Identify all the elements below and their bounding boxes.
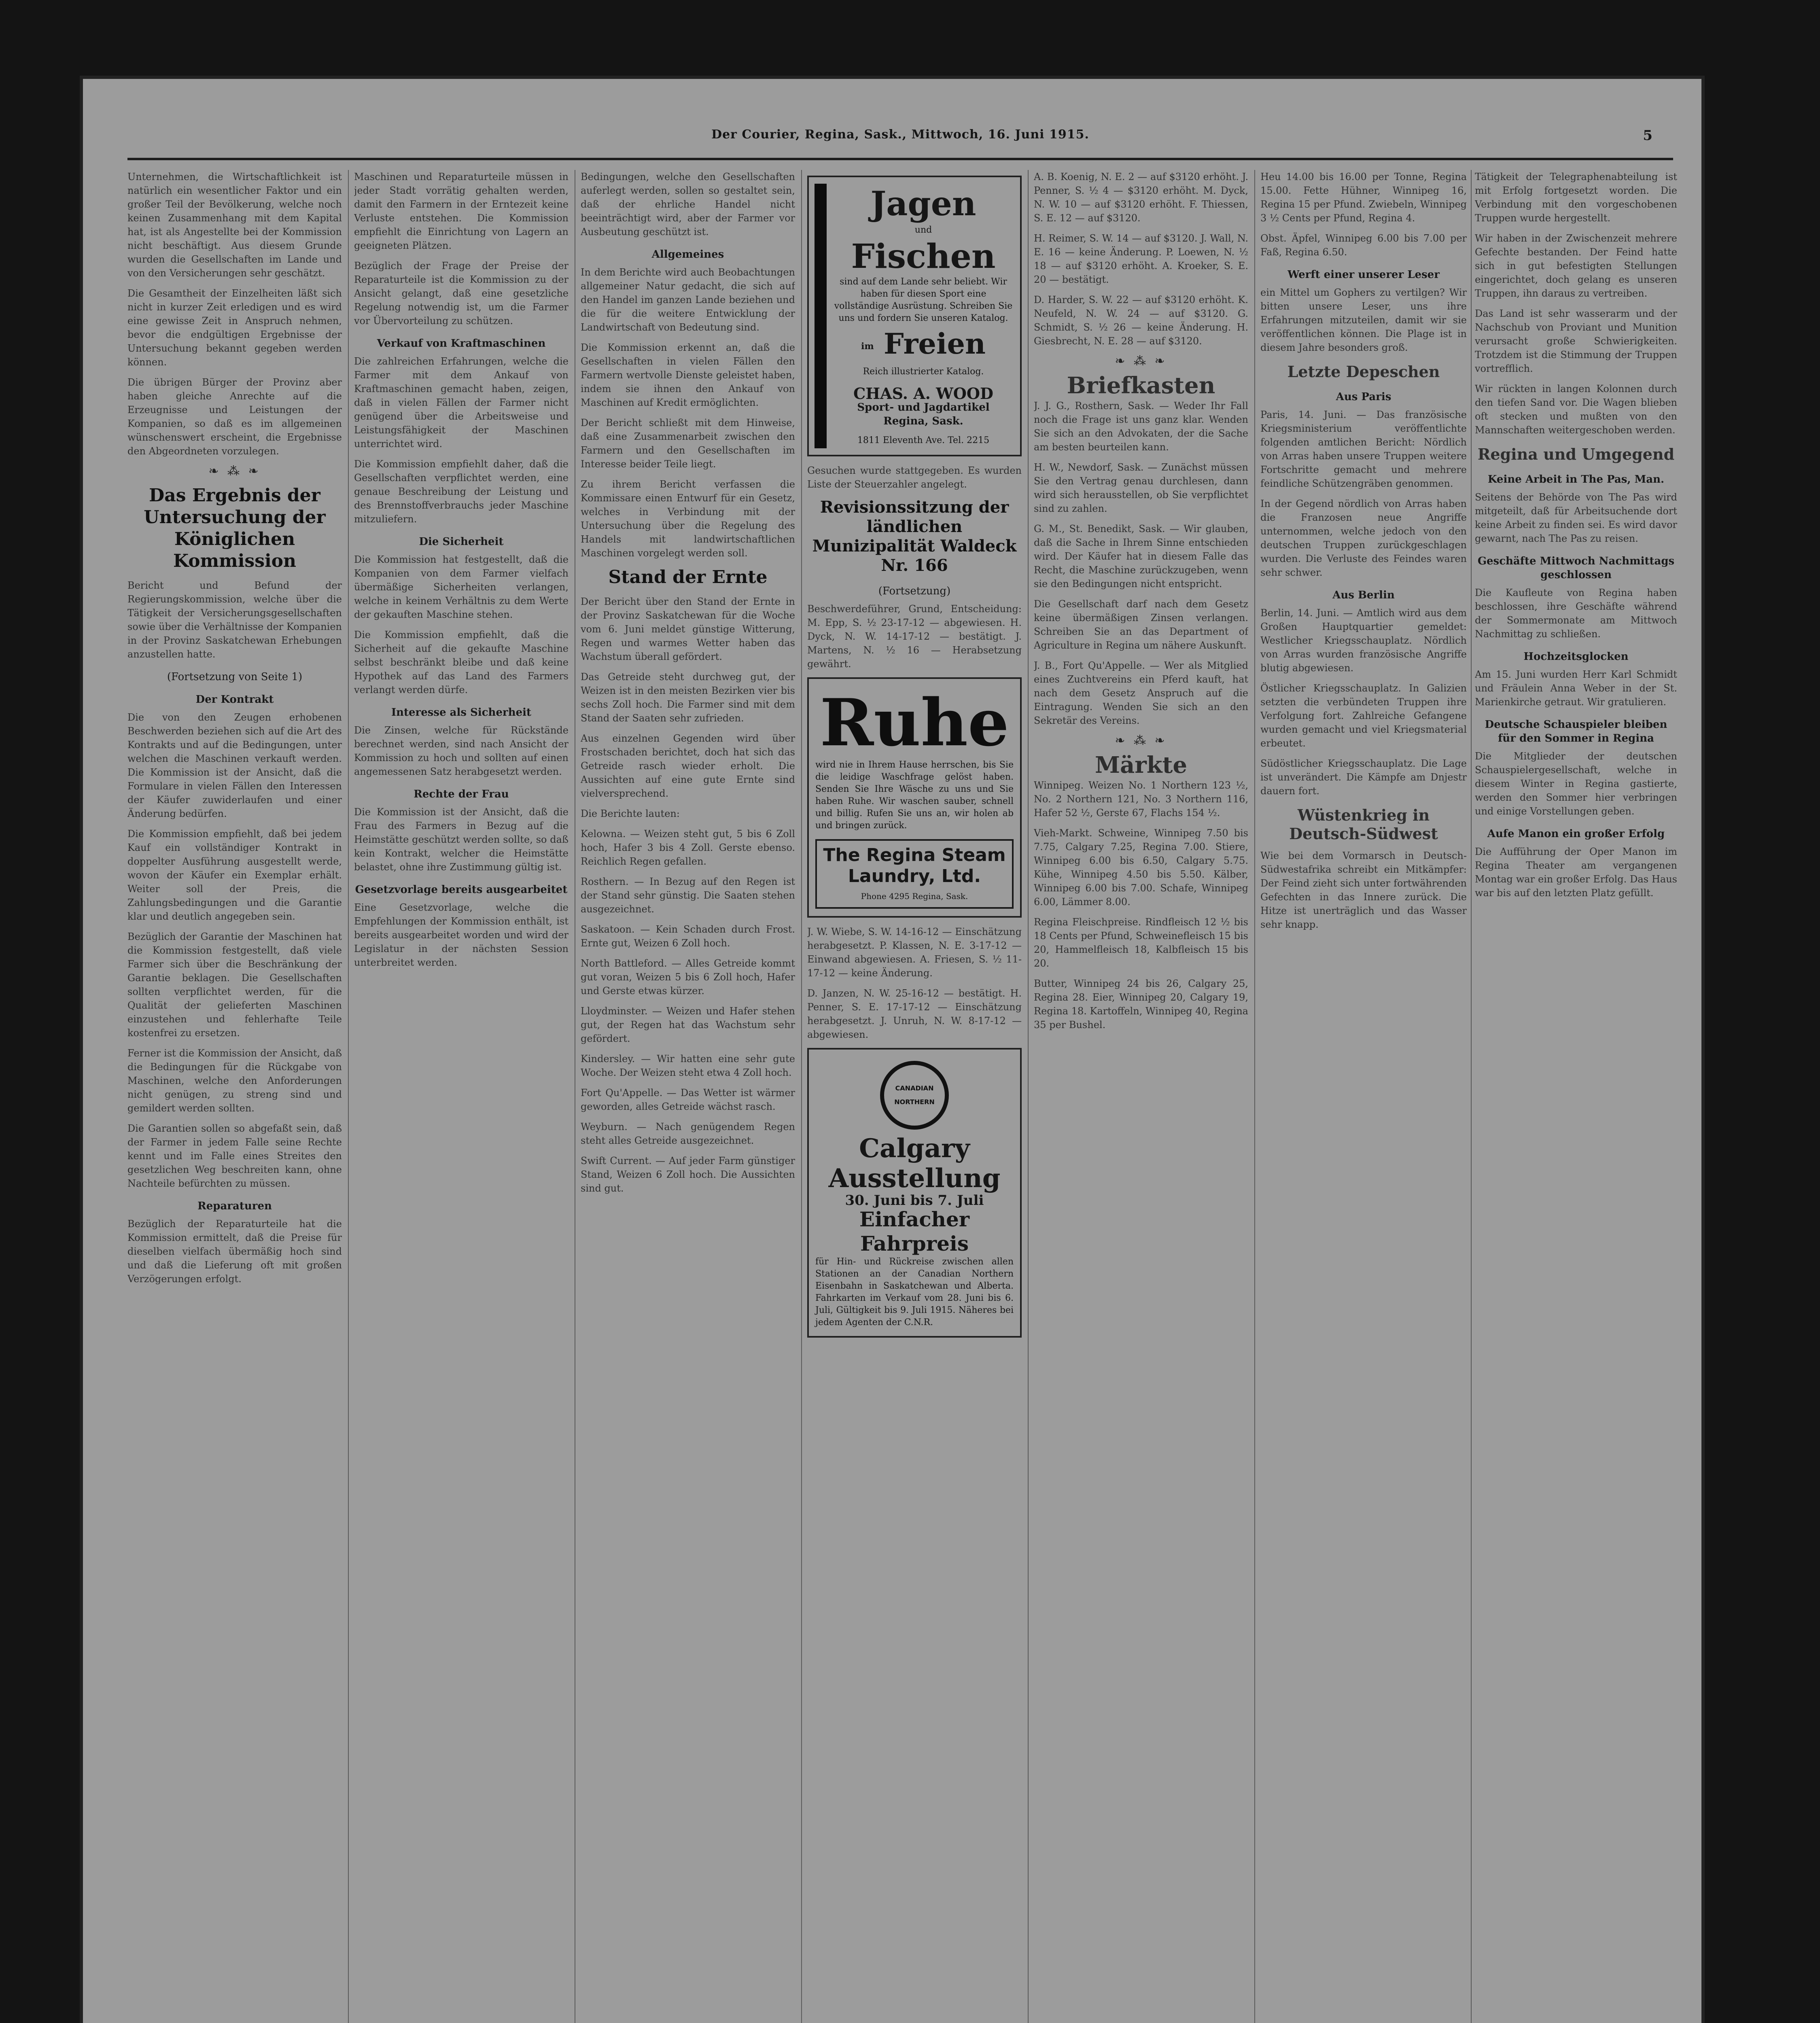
- article-paragraph: Die von den Zeugen erhobenen Beschwerden beziehen sich auf die Art des Kontrakts und auf die Bedingungen, unter welchen die Maschinen verkauft werden. Die Kommission ist der Ansicht, daß die Formulare in vielen Fällen den Interessen der Käufer zuwiderlaufen und einer Änderung bedürfen.: [127, 712, 342, 819]
- article-paragraph: Wie bei dem Vormarsch in Deutsch-Südwestafrika schreibt ein Mitkämpfer: Der Feind zieht sich unter fortwährenden Gefechten in das Innere zurück. Die Hitze ist unerträglich und das Wasser sehr knapp.: [1260, 850, 1467, 930]
- page-number: 5: [1643, 127, 1653, 144]
- column-rule: [1028, 170, 1029, 2023]
- article-paragraph: Paris, 14. Juni. — Das französische Kriegsministerium veröffentlichte folgenden amtlichen Bericht: Nördlich von Arras haben unsere Truppen weitere Fortschritte gemacht und mehrere feindliche Schützengräben genommen.: [1260, 409, 1467, 489]
- article-paragraph: Die zahlreichen Erfahrungen, welche die Farmer mit dem Ankauf von Kraftmaschinen gemacht haben, zeigen, daß in vielen Fällen der Farmer nicht genügend über die Arbeitsweise und Leistungsfähigkeit der Maschinen unterrichtet wird.: [354, 356, 568, 450]
- ad-body: für Hin- und Rückreise zwischen allen Stationen an der Canadian Northern Eisenbahn in Saskatchewan und Alberta. Fahrkarten im Verkauf vom 28. Juni bis 6. Juli, Gültigkeit bis 9. Juli 1915. Näheres bei jedem Agenten der C.N.R.: [815, 1257, 1014, 1327]
- column-1: [127, 170, 342, 2023]
- article-paragraph: Bericht und Befund der Regierungskommission, welche über die Tätigkeit der Versicherungsgesellschaften sowie über die Verhältnisse der Kompanien in der Provinz Saskatchewan Erhebungen anzustellen hatte.: [127, 580, 342, 660]
- column-rule: [1254, 170, 1255, 2023]
- column-4: [807, 170, 1022, 2023]
- article-paragraph: Seitens der Behörde von The Pas wird mitgeteilt, daß für Arbeitsuchende dort keine Arbeit zu finden sei. Es wird davor gewarnt, nach The Pas zu reisen.: [1475, 492, 1677, 544]
- article-paragraph: G. M., St. Benedikt, Sask. — Wir glauben, daß die Sache in Ihrem Sinne entschieden wird. Der Käufer hat in diesem Falle das Recht, die Maschine zurückzugeben, wenn sie den Bedingungen nicht entspricht.: [1034, 523, 1248, 590]
- article-paragraph: Bezüglich der Reparaturteile hat die Kommission ermittelt, daß die Preise für dieselben vielfach übermäßig hoch sind und daß die Lieferung oft mit großen Verzögerungen erfolgt.: [127, 1218, 342, 1285]
- ad-headline: Ruhe: [820, 685, 1009, 761]
- article-paragraph: Die Mitglieder der deutschen Schauspielergesellschaft, welche in diesem Winter in Regina gastierte, werden den Sommer hier verbringen und einige Vorstellungen geben.: [1475, 751, 1677, 817]
- article-paragraph: Saskatoon. — Kein Schaden durch Frost. Ernte gut, Weizen 6 Zoll hoch.: [581, 924, 795, 949]
- section-subheading: Aufe Manon ein großer Erfolg: [1487, 828, 1665, 840]
- article-paragraph: Die Garantien sollen so abgefaßt sein, daß der Farmer in jedem Falle seine Rechte kennt und im Falle eines Streites den gesetzlichen Weg beschreiten kann, ohne Nachteile befürchten zu müssen.: [127, 1123, 342, 1189]
- section-subheading: Aus Paris: [1336, 391, 1392, 403]
- article-paragraph: Am 15. Juni wurden Herr Karl Schmidt und Fräulein Anna Weber in der St. Marienkirche getraut. Wir gratulieren.: [1475, 669, 1677, 708]
- article-paragraph: Wir rückten in langen Kolonnen durch den tiefen Sand vor. Die Wagen blieben oft stecken und mußten von den Mannschaften weitergeschoben werden.: [1475, 383, 1677, 436]
- section-headline: Letzte Depeschen: [1287, 363, 1440, 381]
- advertisement-laundry: [807, 677, 1022, 918]
- section-headline: Wüstenkrieg in Deutsch-Südwest: [1289, 806, 1438, 843]
- ad-company-name: The Regina Steam Laundry, Ltd.: [823, 845, 1006, 886]
- ad-connector: und: [914, 225, 932, 235]
- ad-dates: 30. Juni bis 7. Juli: [845, 1192, 984, 1209]
- article-paragraph: Beschwerdeführer, Grund, Entscheidung: M. Epp, S. ½ 23-17-12 — abgewiesen. H. Dyck, N. W. 14-17-12 — bestätigt. J. Martens, N. ½ 16 — Herabsetzung gewährt.: [807, 603, 1022, 670]
- article-paragraph: Die Kommission ist der Ansicht, daß die Frau des Farmers in Bezug auf die Heimstätte geschützt werden sollte, so daß kein Kontrakt, welcher die Heimstätte belastet, ohne ihre Zustimmung gültig ist.: [354, 806, 568, 873]
- ad-headline: Fischen: [851, 237, 996, 276]
- ad-black-bar: [815, 184, 827, 448]
- article-paragraph: H. Reimer, S. W. 14 — auf $3120. J. Wall, N. E. 16 — keine Änderung. P. Loewen, N. ½ 18 — auf $3120 erhöht. A. Kroeker, S. E. 20 — bestätigt.: [1034, 233, 1248, 285]
- article-paragraph: J. J. G., Rosthern, Sask. — Weder Ihr Fall noch die Frage ist uns ganz klar. Wenden Sie sich an den Advokaten, der die Sache am besten beurteilen kann.: [1034, 400, 1248, 453]
- header-rule: [127, 158, 1673, 160]
- section-subheading: Geschäfte Mittwoch Nachmittags geschlossen: [1477, 555, 1675, 581]
- section-subheading: Keine Arbeit in The Pas, Man.: [1487, 473, 1665, 486]
- article-paragraph: D. Janzen, N. W. 25-16-12 — bestätigt. H. Penner, S. E. 17-17-12 — Einschätzung herabgesetzt. J. Unruh, N. W. 8-17-12 — abgewiesen.: [807, 988, 1022, 1040]
- section-subheading: Werft einer unserer Leser: [1288, 269, 1440, 281]
- section-subheading: Hochzeitsglocken: [1523, 651, 1629, 663]
- section-subheading: Die Sicherheit: [419, 536, 504, 548]
- ad-headline: Calgary Ausstellung: [828, 1133, 1001, 1194]
- article-paragraph: Fort Qu'Appelle. — Das Wetter ist wärmer geworden, alles Getreide wächst rasch.: [581, 1087, 795, 1112]
- article-paragraph: Wir haben in der Zwischenzeit mehrere Gefechte bestanden. Der Feind hatte sich in gut befestigten Stellungen eingerichtet, doch gelang es unseren Truppen, ihn daraus zu vertreiben.: [1475, 233, 1677, 299]
- article-paragraph: Das Land ist sehr wasserarm und der Nachschub von Proviant und Munition verursacht große Schwierigkeiten. Trotzdem ist die Stimmung der Truppen vortrefflich.: [1475, 308, 1677, 374]
- section-subheading: Rechte der Frau: [414, 788, 509, 800]
- section-subheading: Allgemeines: [651, 248, 724, 261]
- article-headline: Stand der Ernte: [608, 567, 768, 587]
- section-headline: Regina und Umgegend: [1477, 445, 1675, 463]
- article-paragraph: Obst. Äpfel, Winnipeg 6.00 bis 7.00 per Faß, Regina 6.50.: [1260, 233, 1467, 258]
- article-paragraph: D. Harder, S. W. 22 — auf $3120 erhöht. K. Neufeld, N. W. 24 — auf $3120. G. Schmidt, S. ½ 26 — keine Änderung. H. Giesbrecht, N. E. 28 — auf $3120.: [1034, 294, 1248, 347]
- article-paragraph: A. B. Koenig, N. E. 2 — auf $3120 erhöht. J. Penner, S. ½ 4 — $3120 erhöht. M. Dyck, N. W. 10 — auf $3120 erhöht. F. Thiessen, S. E. 12 — auf $3120.: [1034, 171, 1248, 224]
- article-paragraph: Maschinen und Reparaturteile müssen in jeder Stadt vorrätig gehalten werden, damit den Farmern in der Erntezeit keine Verluste entstehen. Die Kommission empfiehlt die Einrichtung von Lagern an geeigneten Plätzen.: [354, 171, 568, 251]
- article-paragraph: Bezüglich der Garantie der Maschinen hat die Kommission festgestellt, daß viele Farmer sich über die Beschränkung der Garantie beklagen. Die Gesellschaften sollten verpflichtet werden, für die Qualität der gelieferten Maschinen einzustehen und fehlerhafte Teile kostenfrei zu ersetzen.: [127, 931, 342, 1039]
- ornament-divider: ❧ ⁂ ❧: [1115, 734, 1167, 748]
- ad-address: 1811 Eleventh Ave. Tel. 2215: [857, 435, 990, 445]
- article-paragraph: Die Kommission empfiehlt, daß bei jedem Kauf ein vollständiger Kontrakt in doppelter Ausführung ausgestellt werde, wovon der Käufer ein Exemplar erhält. Weiter soll der Preis, die Zahlungsbedingungen und die Garantie klar und deutlich angegeben sein.: [127, 828, 342, 922]
- article-paragraph: J. B., Fort Qu'Appelle. — Wer als Mitglied eines Zuchtvereins ein Pferd kauft, hat nach dem Gesetz Anspruch auf die Eintragung. Wenden Sie sich an den Sekretär des Vereins.: [1034, 660, 1248, 726]
- article-paragraph: Bezüglich der Frage der Preise der Reparaturteile ist die Kommission zu der Ansicht gelangt, daß eine gesetzliche Regelung notwendig ist, um die Farmer vor Übervorteilung zu schützen.: [354, 260, 568, 327]
- article-paragraph: Das Getreide steht durchweg gut, der Weizen ist in den meisten Bezirken vier bis sechs Zoll hoch. Die Farmer sind mit dem Stand der Saaten sehr zufrieden.: [581, 671, 795, 724]
- article-paragraph: Tätigkeit der Telegraphenabteilung ist mit Erfolg fortgesetzt worden. Die Verbindung mit den vorgeschobenen Truppen wurde hergestellt.: [1475, 171, 1677, 224]
- article-paragraph: Ferner ist die Kommission der Ansicht, daß die Bedingungen für die Rückgabe von Maschinen, welche den Anforderungen nicht genügen, zu streng sind und gemildert werden sollten.: [127, 1048, 342, 1114]
- railway-logo-text: CANADIAN NORTHERN: [894, 1084, 935, 1106]
- article-paragraph: Regina Fleischpreise. Rindfleisch 12 ½ bis 18 Cents per Pfund, Schweinefleisch 15 bis 20, Hammelfleisch 18, Kalbfleisch 15 bis 20.: [1034, 916, 1248, 969]
- article-paragraph: Butter, Winnipeg 24 bis 26, Calgary 25, Regina 28. Eier, Winnipeg 20, Calgary 19, Regina 18. Kartoffeln, Winnipeg 40, Regina 35 per Bushel.: [1034, 978, 1248, 1031]
- ad-company-city: Regina, Sask.: [883, 415, 963, 427]
- article-paragraph: Die Zinsen, welche für Rückstände berechnet werden, sind nach Ansicht der Kommission zu hoch und sollten auf einen angemessenen Satz herabgesetzt werden.: [354, 725, 568, 777]
- article-paragraph: ein Mittel um Gophers zu vertilgen? Wir bitten unsere Leser, uns ihre Erfahrungen mitzuteilen, damit wir sie veröffentlichen können. Die Plage ist in diesem Jahre besonders groß.: [1260, 287, 1467, 353]
- article-paragraph: Zu ihrem Bericht verfassen die Kommissare einen Entwurf für ein Gesetz, welches in Verbindung mit der Untersuchung über die Regelung des Handels mit landwirtschaftlichen Maschinen vorgelegt werden soll.: [581, 479, 795, 559]
- ad-headline: Jagen: [870, 184, 976, 223]
- ad-connector: im: [861, 341, 874, 352]
- laundry-logo-box: [815, 839, 1014, 909]
- column-7: [1475, 170, 1677, 2023]
- article-paragraph: In dem Berichte wird auch Beobachtungen allgemeiner Natur gedacht, die sich auf den Handel im ganzen Lande beziehen und die für die weitere Entwicklung der Landwirtschaft von Bedeutung sind.: [581, 267, 795, 333]
- article-paragraph: Gesuchen wurde stattgegeben. Es wurden Liste der Steuerzahler angelegt.: [807, 465, 1022, 490]
- section-subheading: Gesetzvorlage bereits ausgearbeitet: [355, 884, 568, 896]
- article-paragraph: North Battleford. — Alles Getreide kommt gut voran, Weizen 5 bis 6 Zoll hoch, Hafer und Gerste etwas kürzer.: [581, 958, 795, 997]
- section-subheading: Deutsche Schauspieler bleiben für den Sommer in Regina: [1485, 719, 1667, 744]
- article-paragraph: J. W. Wiebe, S. W. 14-16-12 — Einschätzung herabgesetzt. P. Klassen, N. E. 3-17-12 — Einwand abgewiesen. A. Friesen, S. ½ 11-17-12 — keine Änderung.: [807, 926, 1022, 979]
- article-paragraph: H. W., Newdorf, Sask. — Zunächst müssen Sie den Vertrag genau durchlesen, dann wird sich herausstellen, ob Sie verpflichtet sind zu zahlen.: [1034, 462, 1248, 514]
- ad-body: wird nie in Ihrem Hause herrschen, bis Sie die leidige Waschfrage gelöst haben. Senden Sie Ihre Wäsche zu uns und Sie haben Ruhe. Wir waschen sauber, schnell und billig. Rufen Sie uns an, wir holen ab und bringen zurück.: [815, 760, 1014, 831]
- article-paragraph: Die Gesamtheit der Einzelheiten läßt sich nicht in kurzer Zeit erledigen und es wird eine gewisse Zeit in Anspruch nehmen, bevor die endgültigen Ergebnisse der Untersuchung bekannt gegeben werden können.: [127, 288, 342, 368]
- advertisement-hunting: [807, 176, 1022, 456]
- column-3: [581, 170, 795, 2023]
- section-subheading: Reparaturen: [197, 1200, 272, 1212]
- article-paragraph: Kindersley. — Wir hatten eine sehr gute Woche. Der Weizen steht etwa 4 Zoll hoch.: [581, 1053, 795, 1078]
- article-paragraph: Die Kommission hat festgestellt, daß die Kompanien von dem Farmer vielfach übermäßige Sicherheiten verlangen, welche in keinem Verhältnis zu dem Werte der gekauften Maschine stehen.: [354, 554, 568, 620]
- ad-company-name: CHAS. A. WOOD: [853, 384, 993, 403]
- section-headline: Briefkasten: [1067, 372, 1215, 399]
- article-paragraph: Berlin, 14. Juni. — Amtlich wird aus dem Großen Hauptquartier gemeldet: Westlicher Kriegsschauplatz. Nördlich von Arras wurden französische Angriffe blutig abgewiesen.: [1260, 607, 1467, 674]
- column-rule: [348, 170, 349, 2023]
- column-rule: [801, 170, 802, 2023]
- article-paragraph: Die übrigen Bürger der Provinz aber haben gleiche Anrechte auf die Erzeugnisse und Leistungen der Kompanien, so daß es im allgemeinen wünschenswert erscheint, die Ergebnisse den Abgeordneten vorzulegen.: [127, 377, 342, 457]
- ad-headline: [833, 324, 1014, 366]
- article-paragraph: Weyburn. — Nach genügendem Regen steht alles Getreide ausgezeichnet.: [581, 1121, 795, 1146]
- article-paragraph: Kelowna. — Weizen steht gut, 5 bis 6 Zoll hoch, Hafer 3 bis 4 Zoll. Gerste ebenso. Reichlich Regen gefallen.: [581, 828, 795, 867]
- column-6: [1260, 170, 1467, 2023]
- article-paragraph: Die Berichte lauten:: [581, 808, 680, 819]
- article-paragraph: Winnipeg. Weizen No. 1 Northern 123 ½, No. 2 Northern 121, No. 3 Northern 116, Hafer 52 ½, Gerste 67, Flachs 154 ½.: [1034, 780, 1248, 819]
- ad-address: Phone 4295 Regina, Sask.: [861, 891, 968, 901]
- article-paragraph: Der Bericht schließt mit dem Hinweise, daß eine Zusammenarbeit zwischen den Farmern und den Gesellschaften im Interesse beider Teile liegt.: [581, 417, 795, 470]
- article-paragraph: Östlicher Kriegsschauplatz. In Galizien setzten die verbündeten Truppen ihre Verfolgung fort. Zahlreiche Gefangene wurden gemacht und viel Kriegsmaterial erbeutet.: [1260, 683, 1467, 749]
- article-paragraph: Bedingungen, welche den Gesellschaften auferlegt werden, sollen so gestaltet sein, daß der ehrliche Handel nicht beeinträchtigt wird, aber der Farmer vor Ausbeutung geschützt ist.: [581, 171, 795, 238]
- ad-catalog-note: Reich illustrierter Katalog.: [863, 367, 984, 377]
- ornament-divider: ❧ ⁂ ❧: [1115, 354, 1167, 368]
- article-paragraph: Südöstlicher Kriegsschauplatz. Die Lage ist unverändert. Die Kämpfe am Dnjestr dauern fort.: [1260, 758, 1467, 797]
- section-subheading: Aus Berlin: [1332, 589, 1395, 601]
- section-subheading: Interesse als Sicherheit: [391, 706, 532, 719]
- ornament-divider: ❧ ⁂ ❧: [208, 464, 261, 478]
- advertisement-calgary: [807, 1048, 1022, 1338]
- article-paragraph: Unternehmen, die Wirtschaftlichkeit ist natürlich ein wesentlicher Faktor und ein großer Teil der Bevölkerung, welche noch keinen Zusammenhang mit dem Kapital hat, ist als Angestellte bei der Kommission nicht beschäftigt. Aus diesem Grunde wurden die Gesellschaften im Lande und von den Versicherungen sehr geschätzt.: [127, 171, 342, 279]
- article-paragraph: Die Aufführung der Oper Manon im Regina Theater am vergangenen Montag war ein großer Erfolg. Das Haus war bis auf den letzten Platz gefüllt.: [1475, 846, 1677, 899]
- article-paragraph: Heu 14.00 bis 16.00 per Tonne, Regina 15.00. Fette Hühner, Winnipeg 16, Regina 15 per Pfund. Zwiebeln, Winnipeg 3 ½ Cents per Pfund, Regina 4.: [1260, 171, 1467, 224]
- article-paragraph: Die Gesellschaft darf nach dem Gesetz keine übermäßigen Zinsen verlangen. Schreiben Sie an das Department of Agriculture in Regina um nähere Auskunft.: [1034, 598, 1248, 651]
- article-paragraph: In der Gegend nördlich von Arras haben die Franzosen neue Angriffe unternommen, welche jedoch von den deutschen Truppen zurückgeschlagen wurden. Die Verluste des Feindes waren sehr schwer.: [1260, 498, 1467, 578]
- ad-headline-word: Freien: [884, 327, 986, 360]
- continuation-note: (Fortsetzung): [878, 585, 951, 597]
- section-headline: Märkte: [1095, 752, 1188, 778]
- running-head-text: Der Courier, Regina, Sask., Mittwoch, 16. Juni 1915.: [711, 127, 1089, 142]
- ad-body: sind auf dem Lande sehr beliebt. Wir haben für diesen Sport eine vollständige Ausrüstung. Schreiben Sie uns und fordern Sie unseren Katalog.: [834, 277, 1013, 323]
- article-paragraph: Die Kommission erkennt an, daß die Gesellschaften in vielen Fällen den Farmern wertvolle Dienste geleistet haben, indem sie ihnen den Ankauf von Maschinen auf Kredit ermöglichten.: [581, 342, 795, 408]
- article-paragraph: Vieh-Markt. Schweine, Winnipeg 7.50 bis 7.75, Calgary 7.25, Regina 7.00. Stiere, Winnipeg 6.00 bis 6.50, Calgary 5.75. Kühe, Winnipeg 4.50 bis 5.50. Kälber, Winnipeg 6.00 bis 7.00. Schafe, Winnipeg 6.00, Lämmer 8.00.: [1034, 827, 1248, 908]
- column-rule: [1471, 170, 1472, 2023]
- article-paragraph: Die Kommission empfiehlt, daß die Sicherheit auf die gekaufte Maschine selbst beschränkt bleibe und daß keine Hypothek auf das Land des Farmers verlangt werden dürfe.: [354, 629, 568, 696]
- column-5: [1034, 170, 1248, 2023]
- ad-fare: Einfacher Fahrpreis: [859, 1207, 970, 1255]
- continuation-note: (Fortsetzung von Seite 1): [167, 671, 303, 683]
- article-paragraph: Lloydminster. — Weizen und Hafer stehen gut, der Regen hat das Wachstum sehr gefördert.: [581, 1005, 795, 1044]
- section-subheading: Verkauf von Kraftmaschinen: [377, 337, 546, 350]
- article-paragraph: Swift Current. — Auf jeder Farm günstiger Stand, Weizen 6 Zoll hoch. Die Aussichten sind gut.: [581, 1155, 795, 1194]
- running-head: [132, 127, 1669, 152]
- article-headline: Revisionssitzung der ländlichen Munizipalität Waldeck Nr. 166: [812, 498, 1017, 575]
- column-2: [354, 170, 568, 2023]
- section-subheading: Der Kontrakt: [195, 693, 274, 706]
- article-paragraph: Die Kommission empfiehlt daher, daß die Gesellschaften verpflichtet werden, eine genaue Beschreibung der Leistung und des Brennstoffverbrauchs jeder Maschine mitzuliefern.: [354, 458, 568, 525]
- railway-logo-icon: [880, 1061, 949, 1130]
- newspaper-page: [83, 79, 1701, 2023]
- ad-company-line: Sport- und Jagdartikel: [857, 401, 990, 414]
- article-paragraph: Eine Gesetzvorlage, welche die Empfehlungen der Kommission enthält, ist bereits ausgearbeitet worden und wird der Legislatur in der nächsten Session unterbreitet werden.: [354, 902, 568, 968]
- article-paragraph: Aus einzelnen Gegenden wird über Frostschaden berichtet, doch hat sich das Getreide rasch wieder erholt. Die Aussichten auf eine gute Ernte sind vielversprechend.: [581, 733, 795, 799]
- article-headline: Das Ergebnis der Untersuchung der Königlichen Kommission: [144, 485, 326, 571]
- article-paragraph: Der Bericht über den Stand der Ernte in der Provinz Saskatchewan für die Woche vom 6. Juni meldet günstige Witterung, Regen und warmes Wetter haben das Wachstum überall gefördert.: [581, 596, 795, 662]
- article-paragraph: Die Kaufleute von Regina haben beschlossen, ihre Geschäfte während der Sommermonate am Mittwoch Nachmittag zu schließen.: [1475, 587, 1677, 640]
- article-paragraph: Rosthern. — In Bezug auf den Regen ist der Stand sehr günstig. Die Saaten stehen ausgezeichnet.: [581, 876, 795, 915]
